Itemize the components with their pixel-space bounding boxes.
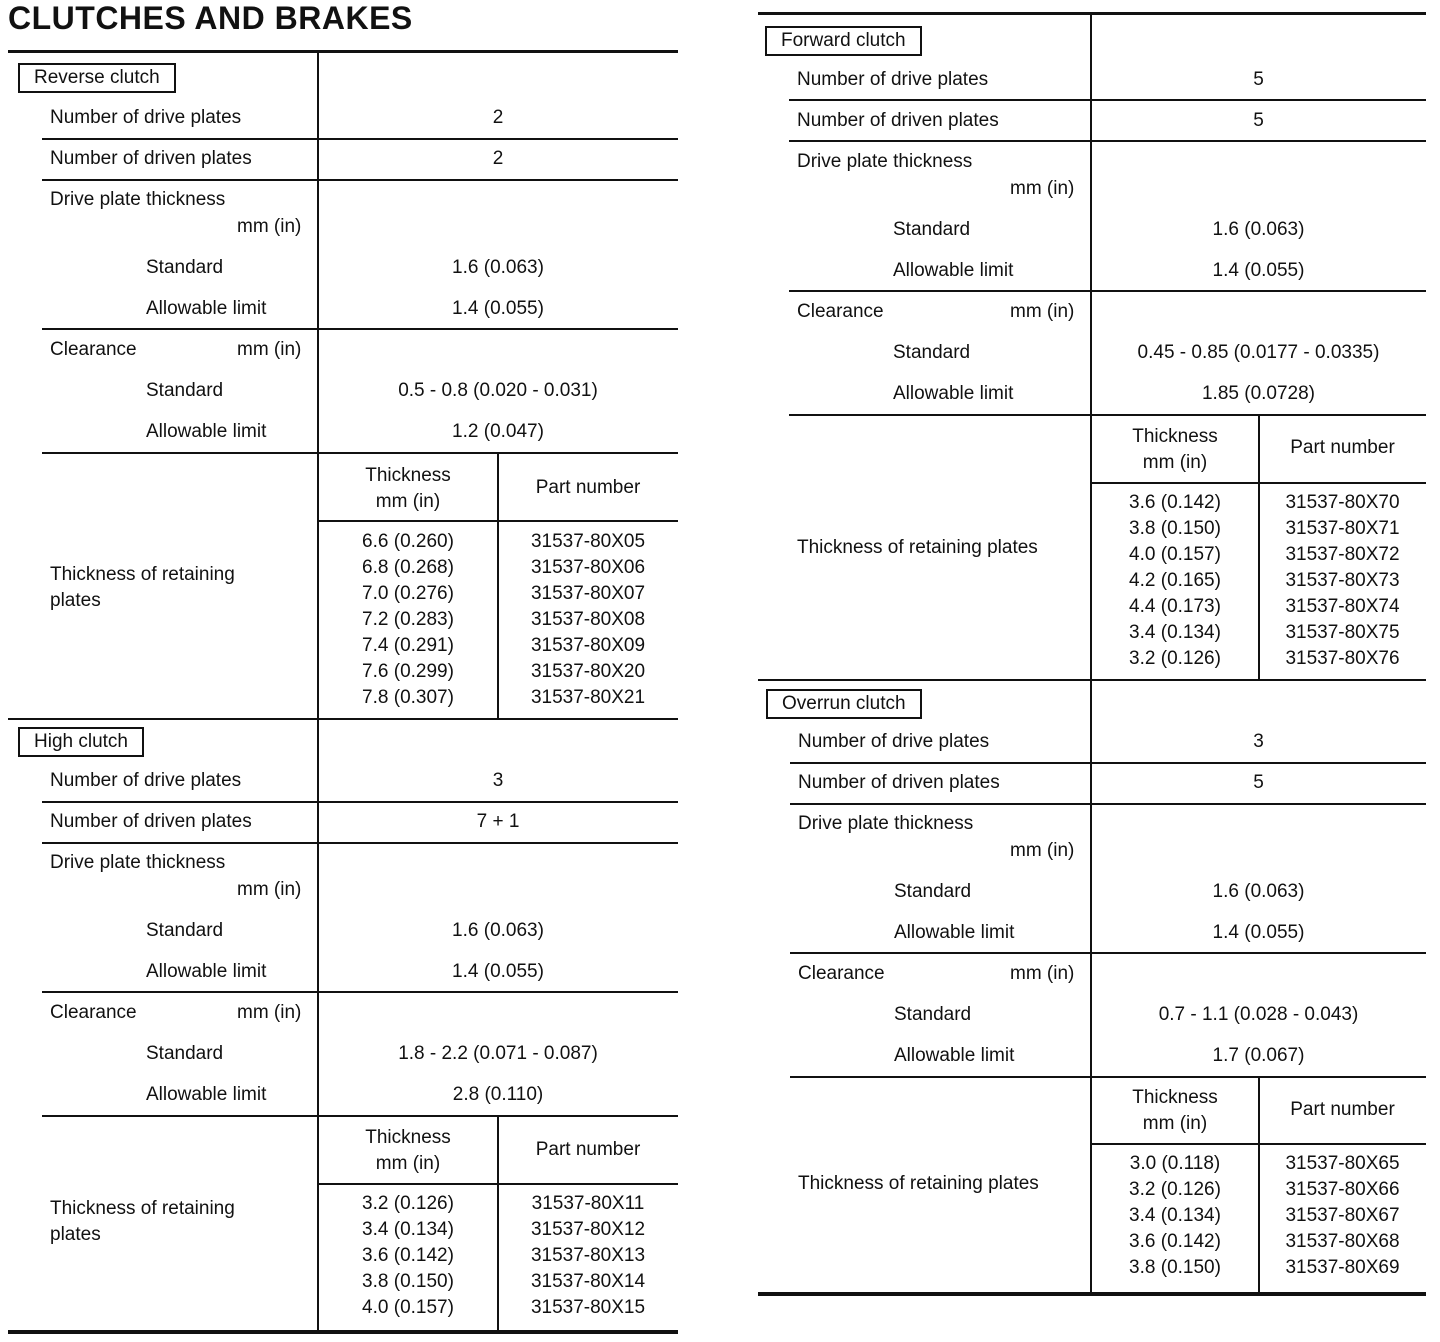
overrun-section-label: Overrun clutch xyxy=(766,689,922,719)
table-row-part: 31537-80X75 xyxy=(1285,622,1400,643)
table-row-thickness: 7.8 (0.307) xyxy=(362,687,454,708)
high-thickness-limit-value: 1.4 (0.055) xyxy=(452,961,544,982)
overrun-thickness-limit-label: Allowable limit xyxy=(894,922,1015,943)
overrun-thickness-standard-label: Standard xyxy=(894,881,972,902)
overrun-drive-plates-value: 3 xyxy=(1253,731,1264,752)
forward-clearance-limit-label: Allowable limit xyxy=(893,383,1014,404)
table-row-thickness: 3.2 (0.126) xyxy=(1129,1179,1221,1200)
high-retaining-label-line1: Thickness of retaining xyxy=(50,1198,235,1219)
table-row-part: 31537-80X07 xyxy=(530,583,646,604)
reverse-thickness-label: Drive plate thickness xyxy=(50,189,226,210)
overrun-thickness-label: Drive plate thickness xyxy=(798,813,974,834)
reverse-driven-plates-value: 2 xyxy=(492,148,504,169)
table-row-thickness: 4.0 (0.157) xyxy=(362,1297,454,1318)
reverse-col-part: Part number xyxy=(535,477,641,498)
high-driven-plates-label: Number of driven plates xyxy=(50,811,252,832)
row-divider xyxy=(789,290,1426,292)
high-col-thickness-line1: Thickness xyxy=(365,1127,451,1148)
row-divider xyxy=(789,99,1426,101)
row-divider xyxy=(790,952,1426,954)
forward-drive-plates-value: 5 xyxy=(1253,69,1264,90)
section-divider xyxy=(758,679,1426,681)
overrun-part-list xyxy=(1259,1151,1426,1281)
reverse-col-thickness-line2: mm (in) xyxy=(375,491,441,512)
table-row-part: 31537-80X76 xyxy=(1285,648,1400,669)
table-row-thickness: 3.4 (0.134) xyxy=(1129,622,1221,643)
reverse-clearance-unit: mm (in) xyxy=(237,339,302,360)
overrun-thickness-limit-value: 1.4 (0.055) xyxy=(1212,922,1305,943)
table-row-thickness: 4.4 (0.173) xyxy=(1129,596,1221,617)
high-col-part: Part number xyxy=(535,1139,641,1160)
table-row-part: 31537-80X74 xyxy=(1285,596,1400,617)
table-row-thickness: 3.6 (0.142) xyxy=(1129,492,1221,513)
forward-driven-plates-label: Number of driven plates xyxy=(797,110,999,131)
table-row-part: 31537-80X12 xyxy=(530,1219,646,1240)
reverse-section-label: Reverse clutch xyxy=(18,63,176,93)
reverse-clearance-label: Clearance xyxy=(50,339,137,360)
table-row-thickness: 3.8 (0.150) xyxy=(1129,1257,1221,1278)
overrun-col-part: Part number xyxy=(1290,1099,1395,1120)
forward-driven-plates-value: 5 xyxy=(1253,110,1264,131)
table-row-thickness: 3.2 (0.126) xyxy=(1129,648,1221,669)
forward-clearance-label: Clearance xyxy=(797,301,884,322)
forward-section-label: Forward clutch xyxy=(765,26,922,56)
table-row-part: 31537-80X66 xyxy=(1285,1179,1400,1200)
table-row-thickness: 6.6 (0.260) xyxy=(362,531,454,552)
overrun-driven-plates-value: 5 xyxy=(1253,772,1264,793)
table-row-part: 31537-80X14 xyxy=(530,1271,646,1292)
reverse-thickness-standard-label: Standard xyxy=(146,257,224,278)
table-row-part: 31537-80X71 xyxy=(1285,518,1400,539)
overrun-clearance-standard-label: Standard xyxy=(894,1004,972,1025)
forward-col-part: Part number xyxy=(1290,437,1395,458)
reverse-thickness-limit-value: 1.4 (0.055) xyxy=(452,298,544,319)
forward-thickness-limit-label: Allowable limit xyxy=(893,260,1014,281)
forward-clearance-limit-value: 1.85 (0.0728) xyxy=(1201,383,1316,404)
table-row-part: 31537-80X20 xyxy=(530,661,646,682)
forward-thickness-list xyxy=(1091,490,1259,672)
table-row-part: 31537-80X09 xyxy=(530,635,646,656)
table-row-part: 31537-80X70 xyxy=(1285,492,1400,513)
high-thickness-standard-label: Standard xyxy=(146,920,224,941)
table-row-part: 31537-80X21 xyxy=(530,687,646,708)
overrun-thickness-standard-value: 1.6 (0.063) xyxy=(1212,881,1305,902)
table-row-thickness: 7.0 (0.276) xyxy=(362,583,454,604)
table-row-thickness: 4.0 (0.157) xyxy=(1129,544,1221,565)
high-clearance-standard-label: Standard xyxy=(146,1043,224,1064)
table-row-part: 31537-80X67 xyxy=(1285,1205,1400,1226)
high-driven-plates-value: 7 + 1 xyxy=(476,811,520,832)
forward-col-thickness-line1: Thickness xyxy=(1132,426,1218,447)
forward-drive-plates-label: Number of drive plates xyxy=(797,69,989,90)
table-row-thickness: 3.8 (0.150) xyxy=(1129,518,1221,539)
reverse-thickness-standard-value: 1.6 (0.063) xyxy=(452,257,544,278)
table-row-thickness: 3.8 (0.150) xyxy=(362,1271,454,1292)
high-section-label: High clutch xyxy=(18,727,144,757)
table-row-thickness: 3.2 (0.126) xyxy=(362,1193,454,1214)
table-row-thickness: 3.0 (0.118) xyxy=(1129,1153,1221,1174)
table-row-part: 31537-80X65 xyxy=(1285,1153,1400,1174)
page-title: CLUTCHES AND BRAKES xyxy=(8,0,413,36)
table-row-part: 31537-80X13 xyxy=(530,1245,646,1266)
top-rule xyxy=(758,12,1426,15)
forward-thickness-unit: mm (in) xyxy=(1010,178,1075,199)
high-thickness-label: Drive plate thickness xyxy=(50,852,226,873)
forward-thickness-limit-value: 1.4 (0.055) xyxy=(1212,260,1305,281)
forward-clearance-standard-label: Standard xyxy=(893,342,971,363)
high-clearance-unit: mm (in) xyxy=(237,1002,302,1023)
high-clearance-limit-label: Allowable limit xyxy=(146,1084,267,1105)
high-thickness-limit-label: Allowable limit xyxy=(146,961,267,982)
row-divider xyxy=(790,762,1426,764)
reverse-clearance-standard-label: Standard xyxy=(146,380,224,401)
forward-clearance-standard-value: 0.45 - 0.85 (0.0177 - 0.0335) xyxy=(1137,342,1380,363)
high-drive-plates-value: 3 xyxy=(492,770,504,791)
table-row-thickness: 4.2 (0.165) xyxy=(1129,570,1221,591)
high-col-thickness-line2: mm (in) xyxy=(375,1153,441,1174)
forward-retaining-label: Thickness of retaining plates xyxy=(797,537,1038,558)
row-divider xyxy=(790,1076,1426,1078)
forward-thickness-standard-value: 1.6 (0.063) xyxy=(1212,219,1305,240)
overrun-clearance-standard-value: 0.7 - 1.1 (0.028 - 0.043) xyxy=(1158,1004,1359,1025)
subtable-header-rule xyxy=(1091,1143,1426,1145)
table-row-part: 31537-80X72 xyxy=(1285,544,1400,565)
high-drive-plates-label: Number of drive plates xyxy=(50,770,242,791)
overrun-retaining-label: Thickness of retaining plates xyxy=(798,1173,1039,1194)
overrun-driven-plates-label: Number of driven plates xyxy=(798,772,1000,793)
table-row-part: 31537-80X05 xyxy=(530,531,646,552)
row-divider xyxy=(789,140,1426,142)
table-row-part: 31537-80X15 xyxy=(530,1297,646,1318)
forward-thickness-standard-label: Standard xyxy=(893,219,971,240)
reverse-retaining-label-line1: Thickness of retaining xyxy=(50,564,235,585)
reverse-col-thickness-line1: Thickness xyxy=(365,465,451,486)
high-retaining-label-line2: plates xyxy=(50,1224,101,1245)
reverse-driven-plates-label: Number of driven plates xyxy=(50,148,252,169)
reverse-clearance-limit-label: Allowable limit xyxy=(146,421,267,442)
table-row-thickness: 3.6 (0.142) xyxy=(362,1245,454,1266)
table-row-part: 31537-80X11 xyxy=(531,1193,645,1214)
overrun-clearance-limit-label: Allowable limit xyxy=(894,1045,1015,1066)
reverse-clearance-limit-value: 1.2 (0.047) xyxy=(452,421,544,442)
high-clearance-label: Clearance xyxy=(50,1002,137,1023)
table-row-part: 31537-80X08 xyxy=(530,609,646,630)
table-row-thickness: 3.4 (0.134) xyxy=(1129,1205,1221,1226)
reverse-retaining-label-line2: plates xyxy=(50,590,101,611)
high-clearance-standard-value: 1.8 - 2.2 (0.071 - 0.087) xyxy=(398,1043,598,1064)
table-row-part: 31537-80X68 xyxy=(1285,1231,1400,1252)
bottom-rule xyxy=(758,1292,1426,1296)
table-row-thickness: 6.8 (0.268) xyxy=(362,557,454,578)
overrun-col-thickness-line2: mm (in) xyxy=(1142,1113,1208,1134)
forward-thickness-label: Drive plate thickness xyxy=(797,151,973,172)
high-thickness-unit: mm (in) xyxy=(237,879,302,900)
table-row-thickness: 3.4 (0.134) xyxy=(362,1219,454,1240)
reverse-thickness-limit-label: Allowable limit xyxy=(146,298,267,319)
overrun-col-thickness xyxy=(1091,1085,1259,1137)
high-thickness-standard-value: 1.6 (0.063) xyxy=(452,920,544,941)
overrun-thickness-list xyxy=(1091,1151,1259,1281)
subtable-header-rule xyxy=(1091,482,1426,484)
table-row-thickness: 3.6 (0.142) xyxy=(1129,1231,1221,1252)
reverse-drive-plates-label: Number of drive plates xyxy=(50,107,242,128)
table-row-thickness: 7.2 (0.283) xyxy=(362,609,454,630)
overrun-clearance-unit: mm (in) xyxy=(1010,963,1075,984)
overrun-clearance-label: Clearance xyxy=(798,963,885,984)
overrun-thickness-unit: mm (in) xyxy=(1010,840,1075,861)
table-row-part: 31537-80X06 xyxy=(530,557,646,578)
row-divider xyxy=(790,803,1426,805)
reverse-thickness-unit: mm (in) xyxy=(237,216,302,237)
table-row-part: 31537-80X69 xyxy=(1285,1257,1400,1278)
row-divider xyxy=(789,414,1426,416)
overrun-col-thickness-line1: Thickness xyxy=(1132,1087,1218,1108)
table-row-thickness: 7.4 (0.291) xyxy=(362,635,454,656)
table-row-part: 31537-80X73 xyxy=(1285,570,1400,591)
forward-col-thickness-line2: mm (in) xyxy=(1142,452,1208,473)
forward-col-thickness xyxy=(1091,424,1259,476)
overrun-clearance-limit-value: 1.7 (0.067) xyxy=(1212,1045,1305,1066)
forward-clearance-unit: mm (in) xyxy=(1010,301,1075,322)
reverse-drive-plates-value: 2 xyxy=(492,107,504,128)
table-row-thickness: 7.6 (0.299) xyxy=(362,661,454,682)
high-clearance-limit-value: 2.8 (0.110) xyxy=(452,1084,544,1105)
reverse-clearance-standard-value: 0.5 - 0.8 (0.020 - 0.031) xyxy=(398,380,598,401)
forward-part-list xyxy=(1259,490,1426,672)
overrun-drive-plates-label: Number of drive plates xyxy=(798,731,990,752)
